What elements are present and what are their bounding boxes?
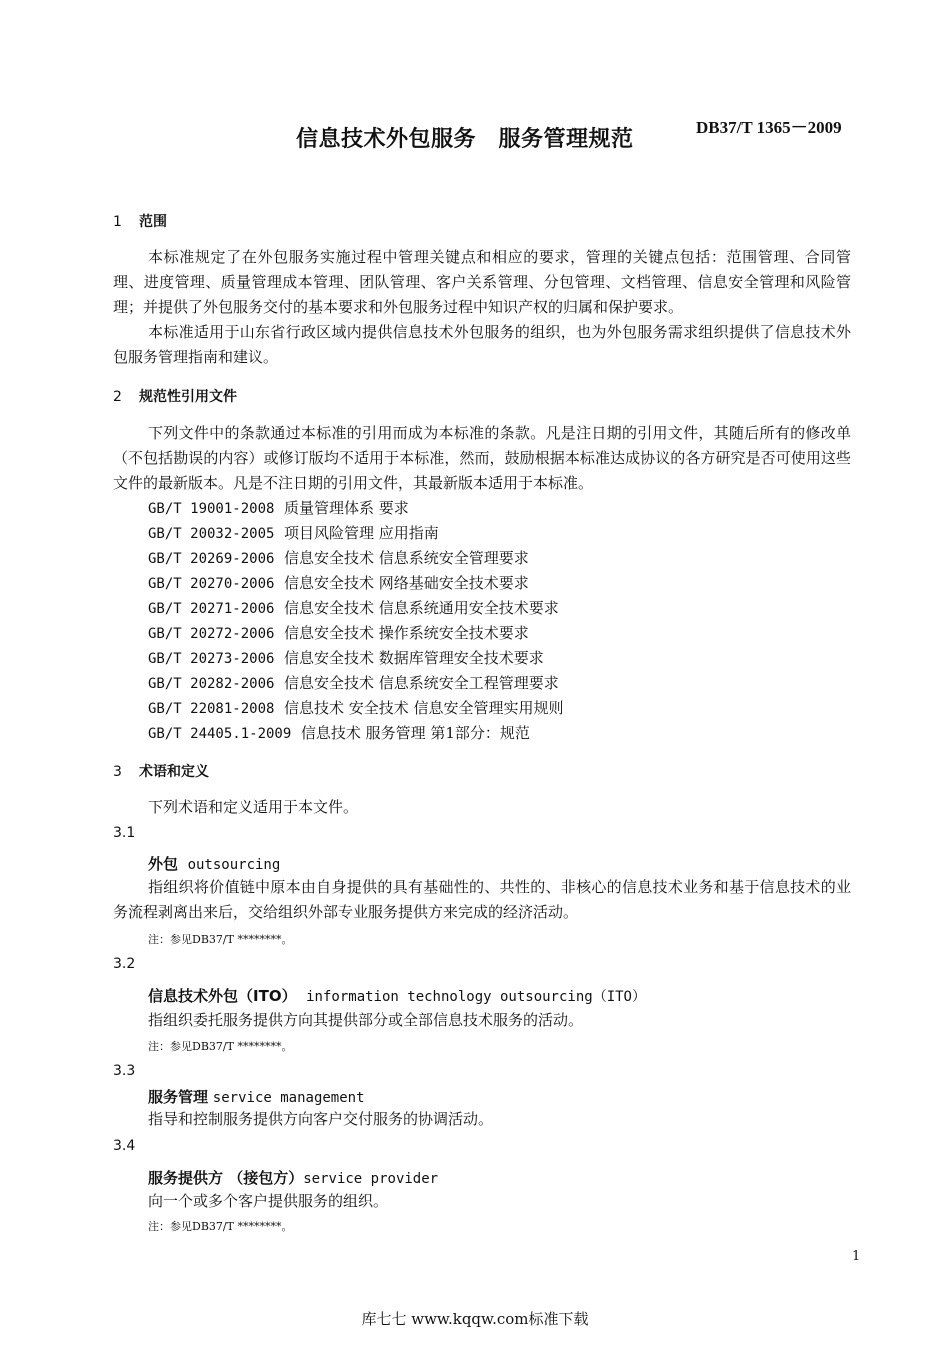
term-number: 3.2 bbox=[113, 956, 136, 972]
reference-item bbox=[148, 671, 564, 696]
section-number: 2 bbox=[113, 389, 122, 405]
reference-item bbox=[148, 496, 564, 521]
term-note: 注：参见DB37/T ********。 bbox=[148, 933, 293, 946]
term-heading bbox=[148, 1086, 365, 1107]
term-heading bbox=[148, 853, 280, 874]
reference-item bbox=[148, 646, 564, 671]
term-heading bbox=[148, 1167, 438, 1188]
term-definition: 指导和控制服务提供方向客户交付服务的协调活动。 bbox=[148, 1110, 494, 1128]
reference-code: GB/T 20273-2006 bbox=[148, 651, 275, 667]
reference-name: 信息安全技术 网络基础安全技术要求 bbox=[283, 574, 529, 592]
term-en: service provider bbox=[303, 1171, 439, 1187]
reference-item bbox=[148, 721, 564, 746]
reference-item bbox=[148, 521, 564, 546]
reference-name: 项目风险管理 应用指南 bbox=[283, 524, 439, 542]
term-number: 3.3 bbox=[113, 1063, 136, 1079]
reference-code: GB/T 20271-2006 bbox=[148, 601, 275, 617]
reference-code: GB/T 20282-2006 bbox=[148, 676, 275, 692]
reference-name: 信息技术 安全技术 信息安全管理实用规则 bbox=[283, 699, 564, 717]
section-title: 术语和定义 bbox=[139, 764, 209, 780]
section-3-intro: 下列术语和定义适用于本文件。 bbox=[148, 798, 359, 816]
reference-name: 信息安全技术 信息系统安全工程管理要求 bbox=[283, 674, 559, 692]
reference-code: GB/T 20269-2006 bbox=[148, 551, 275, 567]
section-number: 1 bbox=[113, 214, 122, 230]
reference-name: 信息安全技术 数据库管理安全技术要求 bbox=[283, 649, 544, 667]
term-note: 注：参见DB37/T ********。 bbox=[148, 1040, 293, 1053]
reference-item bbox=[148, 621, 564, 646]
reference-code: GB/T 20270-2006 bbox=[148, 576, 275, 592]
footer-watermark-text: 库七七 www.kqqw.com标准下载 bbox=[361, 1310, 589, 1328]
reference-name: 质量管理体系 要求 bbox=[283, 499, 409, 517]
term-heading bbox=[148, 985, 646, 1006]
section-1-paragraph-1: 本标准规定了在外包服务实施过程中管理关键点和相应的要求，管理的关键点包括：范围管理、合同管理、进度管理、质量管理成本管理、团队管理、客户关系管理、分包管理、文档管理、信息安全管理和风险管理；并提供了外包服务交付的基本要求和外包服务过程中知识产权的归属和保护要求。 bbox=[113, 248, 851, 316]
term-zh: 外包 bbox=[148, 855, 179, 873]
reference-item bbox=[148, 546, 564, 571]
normative-references-list bbox=[148, 496, 564, 746]
term-zh: 服务管理 bbox=[148, 1088, 209, 1106]
section-1-paragraph-2: 本标准适用于山东省行政区域内提供信息技术外包服务的组织，也为外包服务需求组织提供了信息技术外包服务管理指南和建议。 bbox=[113, 323, 851, 366]
term-definition: 向一个或多个客户提供服务的组织。 bbox=[148, 1192, 389, 1210]
section-2-paragraph-1: 下列文件中的条款通过本标准的引用而成为本标准的条款。凡是注日期的引用文件，其随后所有的修改单（不包括勘误的内容）或修订版均不适用于本标准，然而，鼓励根据本标准达成协议的各方研究是否可使用这些文件的最新版本。凡是不注日期的引用文件，其最新版本适用于本标准。 bbox=[113, 424, 851, 492]
standard-code: DB37/T 1365－2009 bbox=[696, 118, 842, 137]
reference-code: GB/T 20032-2005 bbox=[148, 526, 275, 542]
reference-name: 信息安全技术 信息系统通用安全技术要求 bbox=[283, 599, 559, 617]
reference-name: 信息安全技术 操作系统安全技术要求 bbox=[283, 624, 529, 642]
term-number: 3.1 bbox=[113, 825, 136, 841]
term-zh: 服务提供方 （接包方） bbox=[148, 1169, 304, 1187]
section-title: 规范性引用文件 bbox=[139, 389, 237, 405]
reference-item bbox=[148, 571, 564, 596]
reference-item bbox=[148, 596, 564, 621]
term-zh: 信息技术外包（ITO） bbox=[148, 987, 297, 1005]
term-definition: 指组织委托服务提供方向其提供部分或全部信息技术服务的活动。 bbox=[148, 1011, 584, 1029]
term-en: information technology outsourcing（ITO） bbox=[306, 989, 646, 1005]
reference-name: 信息安全技术 信息系统安全管理要求 bbox=[283, 549, 529, 567]
term-note: 注：参见DB37/T ********。 bbox=[148, 1220, 293, 1233]
reference-code: GB/T 24405.1-2009 bbox=[148, 726, 292, 742]
page-number: 1 bbox=[852, 1249, 861, 1264]
section-title: 范围 bbox=[139, 214, 167, 230]
section-2-heading bbox=[113, 386, 237, 406]
reference-name: 信息技术 服务管理 第1部分：规范 bbox=[300, 724, 530, 742]
reference-code: GB/T 22081-2008 bbox=[148, 701, 275, 717]
section-1-heading bbox=[113, 211, 167, 231]
reference-item bbox=[148, 696, 564, 721]
section-3-heading bbox=[113, 761, 209, 781]
term-definition: 指组织将价值链中原本由自身提供的具有基础性的、共性的、非核心的信息技术业务和基于信息技术的业务流程剥离出来后，交给组织外部专业服务提供方来完成的经济活动。 bbox=[113, 878, 851, 921]
term-number: 3.4 bbox=[113, 1138, 136, 1154]
reference-code: GB/T 19001-2008 bbox=[148, 501, 275, 517]
document-title: 信息技术外包服务 服务管理规范 bbox=[296, 127, 634, 152]
section-number: 3 bbox=[113, 764, 122, 780]
reference-code: GB/T 20272-2006 bbox=[148, 626, 275, 642]
term-en: outsourcing bbox=[187, 857, 281, 873]
term-en: service management bbox=[212, 1090, 365, 1106]
